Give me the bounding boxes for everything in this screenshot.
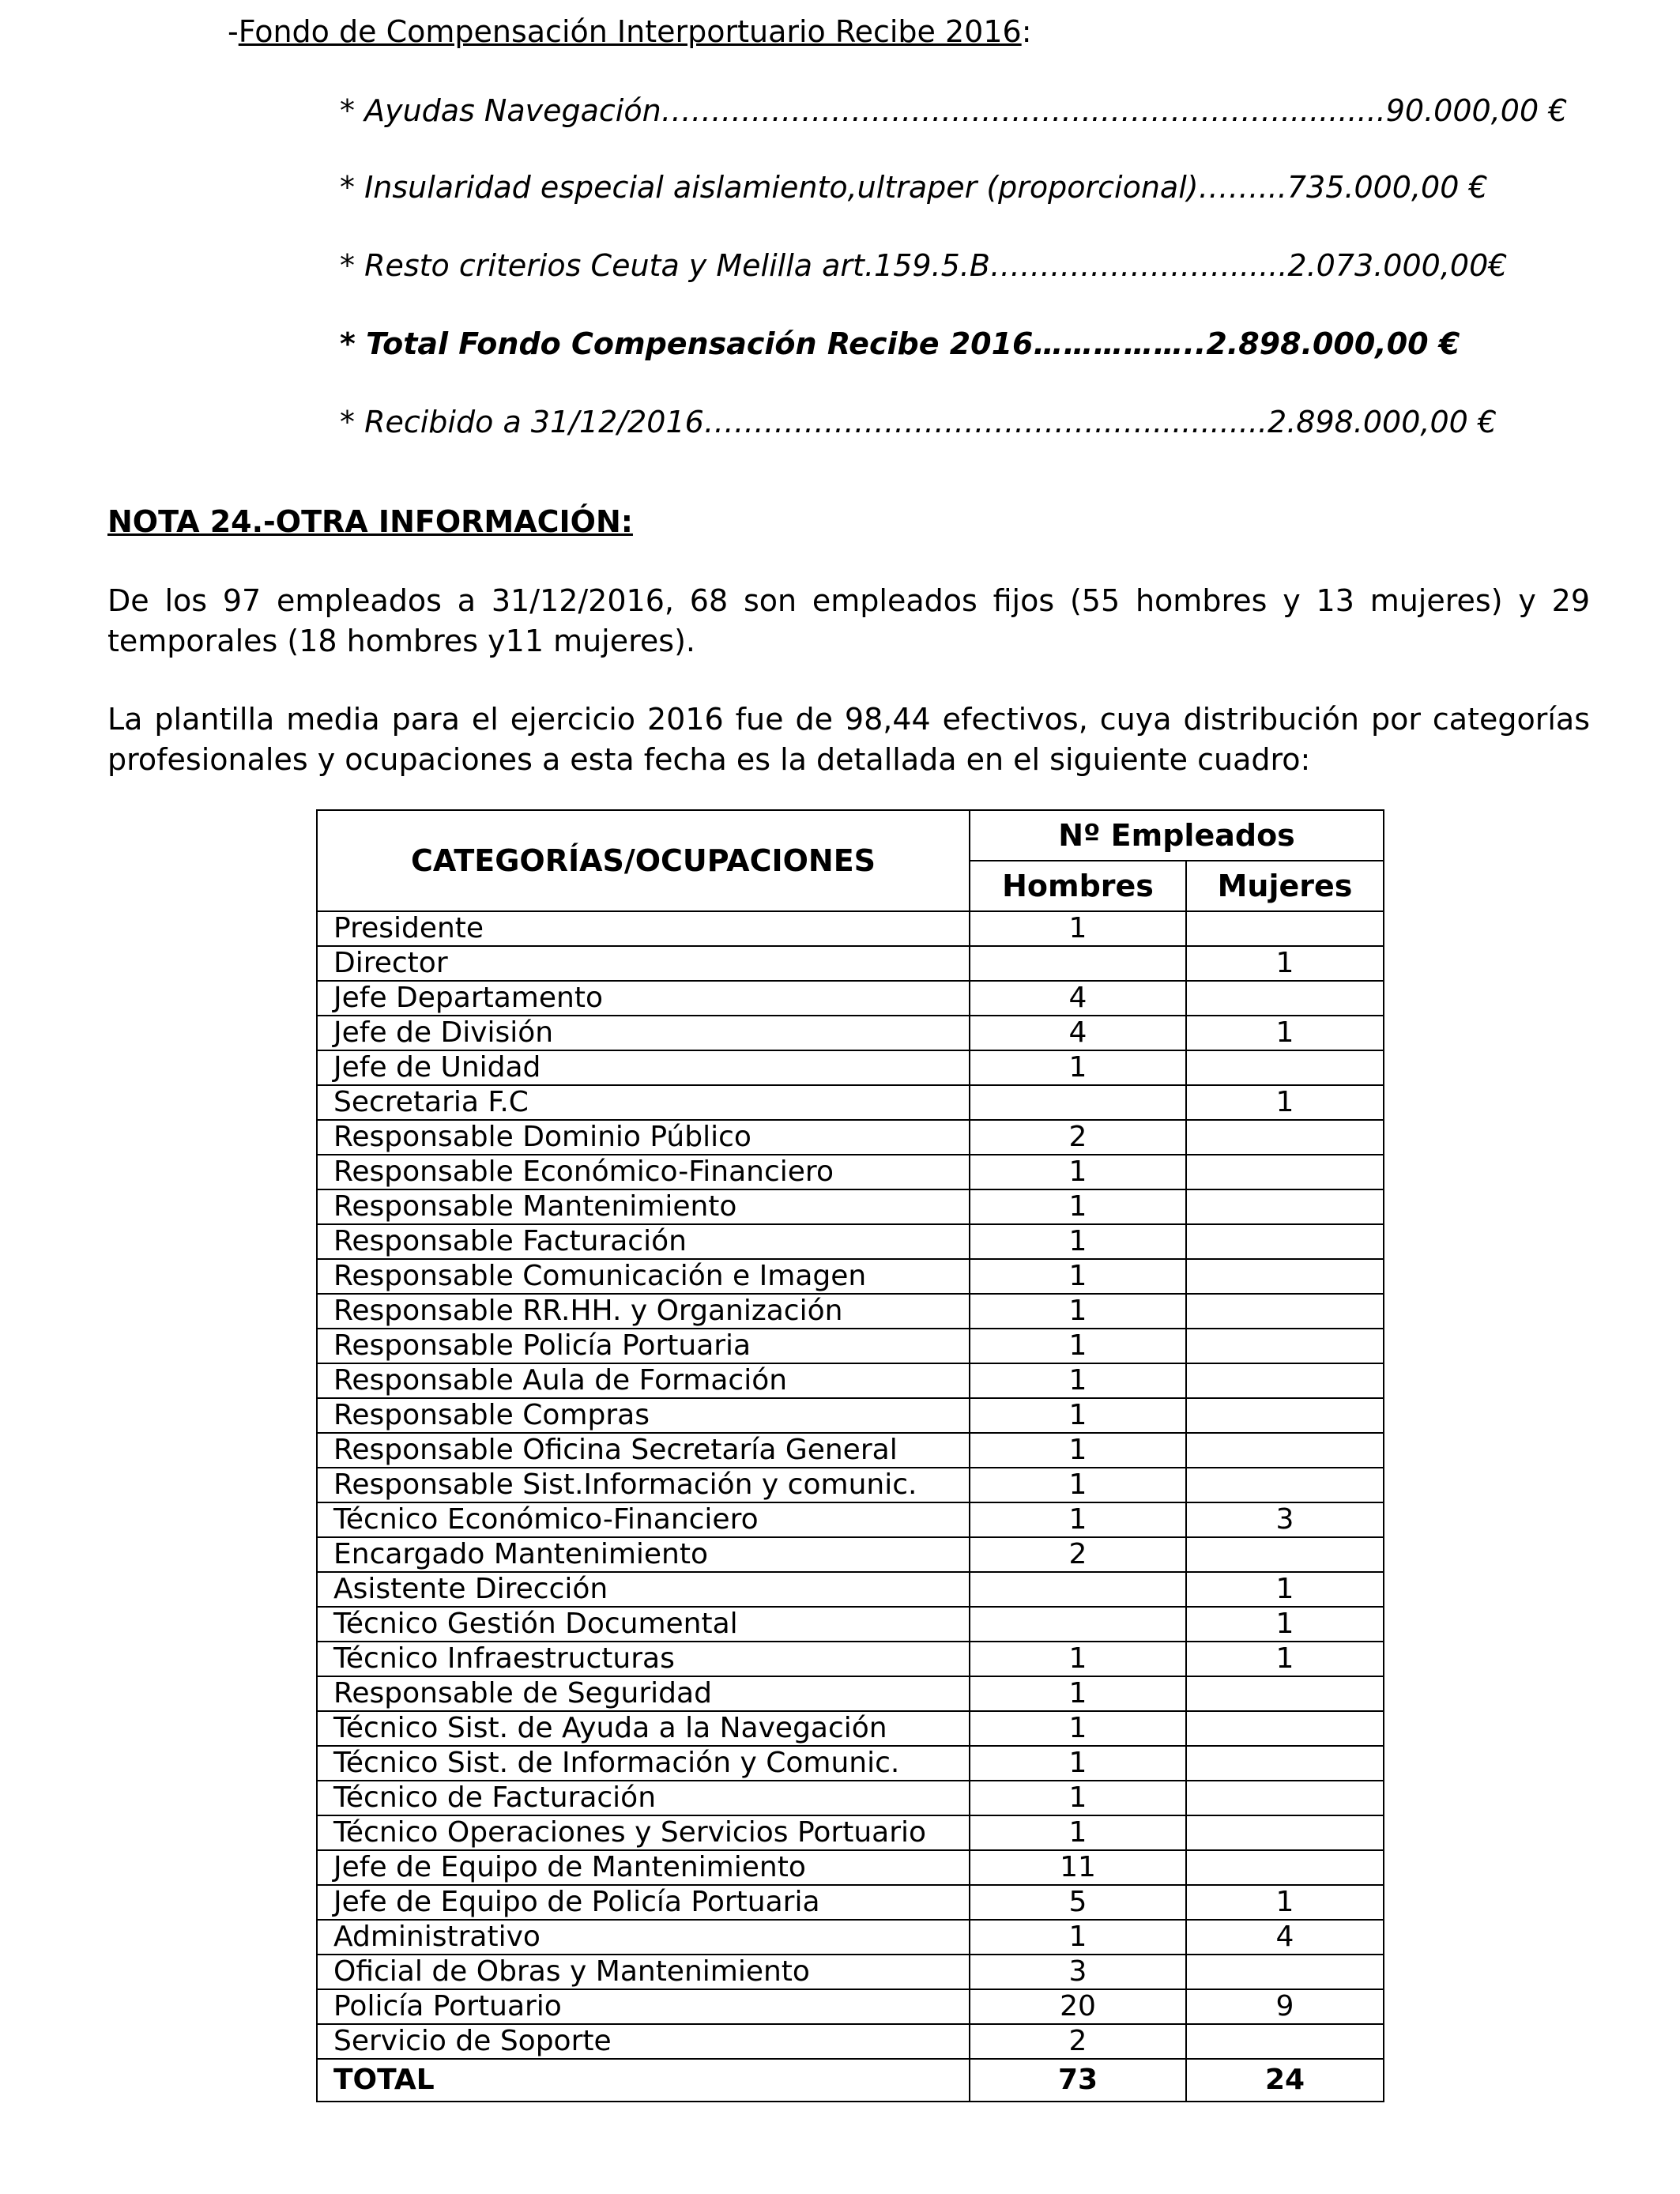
average-staff-paragraph: La plantilla media para el ejercicio 2016 fue de 98,44 efectivos, cuya distribución por categorías profesionales y ocupaciones a esta fecha es la detallada en el siguiente cuadro: [107, 702, 1590, 777]
table-row [317, 1433, 1384, 1468]
row-category: Policía Portuario [317, 1989, 970, 2024]
table-row [317, 1850, 1384, 1885]
row-men-count: 1 [970, 1433, 1186, 1468]
table-row [317, 1120, 1384, 1155]
row-women-count [1186, 1329, 1384, 1363]
row-women-count [1186, 911, 1384, 946]
row-women-count [1186, 1850, 1384, 1885]
header-category: CATEGORÍAS/OCUPACIONES [317, 810, 970, 911]
total-men: 73 [970, 2059, 1186, 2102]
row-men-count: 1 [970, 1746, 1186, 1781]
row-men-count: 1 [970, 1676, 1186, 1711]
row-women-count [1186, 1050, 1384, 1085]
row-men-count: 1 [970, 1398, 1186, 1433]
table-row [317, 981, 1384, 1016]
row-category: Responsable RR.HH. y Organización [317, 1294, 970, 1329]
table-row [317, 1642, 1384, 1676]
table-row [317, 1572, 1384, 1607]
row-women-count [1186, 1189, 1384, 1224]
row-men-count: 11 [970, 1850, 1186, 1885]
row-category: Encargado Mantenimiento [317, 1537, 970, 1572]
fund-line-insularidad: * Insularidad especial aislamiento,ultraper (proporcional)……...735.000,00 € [340, 170, 1488, 205]
row-women-count [1186, 1537, 1384, 1572]
row-men-count: 2 [970, 2024, 1186, 2059]
table-row [317, 1016, 1384, 1050]
row-men-count: 1 [970, 1224, 1186, 1259]
table-row [317, 1468, 1384, 1502]
row-women-count [1186, 1676, 1384, 1711]
table-row [317, 1398, 1384, 1433]
row-men-count: 3 [970, 1955, 1186, 1989]
row-women-count [1186, 2024, 1384, 2059]
table-row [317, 1781, 1384, 1815]
row-category: Administrativo [317, 1920, 970, 1955]
row-women-count [1186, 1363, 1384, 1398]
row-women-count [1186, 1398, 1384, 1433]
row-women-count [1186, 981, 1384, 1016]
table-row [317, 1989, 1384, 2024]
row-category: Presidente [317, 911, 970, 946]
table-row [317, 946, 1384, 981]
row-men-count: 1 [970, 1294, 1186, 1329]
row-women-count: 1 [1186, 1642, 1384, 1676]
fund-heading [228, 8, 1032, 55]
row-category: Técnico Gestión Documental [317, 1607, 970, 1642]
row-category: Jefe de Equipo de Policía Portuaria [317, 1885, 970, 1920]
table-row [317, 1537, 1384, 1572]
row-men-count: 1 [970, 1502, 1186, 1537]
row-category: Responsable Económico-Financiero [317, 1155, 970, 1189]
row-category: Responsable Policía Portuaria [317, 1329, 970, 1363]
row-women-count [1186, 1781, 1384, 1815]
row-category: Secretaria F.C [317, 1085, 970, 1120]
row-category: Jefe Departamento [317, 981, 970, 1016]
row-women-count: 1 [1186, 1885, 1384, 1920]
row-men-count: 1 [970, 1155, 1186, 1189]
staff-table [316, 809, 1384, 2102]
fund-line-ayudas-navegacion: * Ayudas Navegación……………………………………..………………...........90.000,00 € [340, 93, 1568, 128]
table-row [317, 1050, 1384, 1085]
fund-heading-colon: : [1021, 14, 1032, 49]
row-men-count: 1 [970, 1050, 1186, 1085]
row-men-count: 1 [970, 1329, 1186, 1363]
row-men-count [970, 1607, 1186, 1642]
total-row [317, 2059, 1384, 2102]
row-men-count: 1 [970, 1259, 1186, 1294]
total-women: 24 [1186, 2059, 1384, 2102]
row-men-count: 1 [970, 1815, 1186, 1850]
header-women: Mujeres [1186, 861, 1384, 911]
table-row [317, 1224, 1384, 1259]
fund-heading-dash: - [228, 14, 239, 49]
table-row [317, 1711, 1384, 1746]
row-women-count [1186, 1955, 1384, 1989]
table-row [317, 1815, 1384, 1850]
row-women-count [1186, 1433, 1384, 1468]
row-category: Servicio de Soporte [317, 2024, 970, 2059]
staff-table-body [317, 911, 1384, 2059]
row-men-count: 4 [970, 981, 1186, 1016]
row-men-count: 1 [970, 1781, 1186, 1815]
table-row [317, 2024, 1384, 2059]
row-women-count: 1 [1186, 1085, 1384, 1120]
header-men: Hombres [970, 861, 1186, 911]
row-men-count: 5 [970, 1885, 1186, 1920]
total-label: TOTAL [317, 2059, 970, 2102]
row-men-count [970, 1572, 1186, 1607]
row-category: Técnico Operaciones y Servicios Portuario [317, 1815, 970, 1850]
row-category: Técnico Infraestructuras [317, 1642, 970, 1676]
row-women-count [1186, 1468, 1384, 1502]
table-row [317, 1363, 1384, 1398]
row-category: Responsable Comunicación e Imagen [317, 1259, 970, 1294]
row-category: Responsable Sist.Información y comunic. [317, 1468, 970, 1502]
row-category: Jefe de Equipo de Mantenimiento [317, 1850, 970, 1885]
row-category: Responsable Oficina Secretaría General [317, 1433, 970, 1468]
table-row [317, 1676, 1384, 1711]
row-women-count [1186, 1224, 1384, 1259]
row-women-count [1186, 1120, 1384, 1155]
row-men-count: 1 [970, 911, 1186, 946]
header-employee-count: Nº Empleados [970, 810, 1384, 861]
fund-heading-text: Fondo de Compensación Interportuario Recibe 2016 [238, 14, 1022, 49]
row-men-count: 1 [970, 1711, 1186, 1746]
row-category: Responsable Facturación [317, 1224, 970, 1259]
table-row [317, 1259, 1384, 1294]
row-category: Asistente Dirección [317, 1572, 970, 1607]
row-men-count: 2 [970, 1120, 1186, 1155]
table-row [317, 1885, 1384, 1920]
table-row [317, 1155, 1384, 1189]
row-women-count [1186, 1746, 1384, 1781]
row-women-count: 1 [1186, 1607, 1384, 1642]
row-men-count: 1 [970, 1363, 1186, 1398]
row-category: Director [317, 946, 970, 981]
row-women-count [1186, 1815, 1384, 1850]
row-women-count: 1 [1186, 1572, 1384, 1607]
note-title: NOTA 24.-OTRA INFORMACIÓN: [107, 504, 633, 539]
fund-line-recibido: * Recibido a 31/12/2016…………………………………..….............2.898.000,00 € [340, 405, 1497, 439]
row-category: Jefe de División [317, 1016, 970, 1050]
row-women-count [1186, 1259, 1384, 1294]
table-row [317, 1189, 1384, 1224]
table-row [317, 1955, 1384, 1989]
row-women-count [1186, 1155, 1384, 1189]
table-row [317, 1746, 1384, 1781]
row-women-count [1186, 1294, 1384, 1329]
table-row [317, 1607, 1384, 1642]
fund-line-total: * Total Fondo Compensación Recibe 2016……………..2.898.000,00 € [340, 326, 1460, 361]
row-men-count: 1 [970, 1920, 1186, 1955]
row-women-count: 4 [1186, 1920, 1384, 1955]
row-men-count [970, 1085, 1186, 1120]
table-row [317, 1294, 1384, 1329]
row-category: Técnico Sist. de Información y Comunic. [317, 1746, 970, 1781]
row-category: Técnico de Facturación [317, 1781, 970, 1815]
row-women-count: 9 [1186, 1989, 1384, 2024]
row-women-count: 1 [1186, 1016, 1384, 1050]
row-men-count: 1 [970, 1642, 1186, 1676]
table-row [317, 1085, 1384, 1120]
row-women-count: 1 [1186, 946, 1384, 981]
table-row [317, 1329, 1384, 1363]
row-category: Responsable Mantenimiento [317, 1189, 970, 1224]
row-category: Oficial de Obras y Mantenimiento [317, 1955, 970, 1989]
row-men-count: 20 [970, 1989, 1186, 2024]
row-category: Responsable Aula de Formación [317, 1363, 970, 1398]
row-category: Responsable Dominio Público [317, 1120, 970, 1155]
row-category: Técnico Económico-Financiero [317, 1502, 970, 1537]
table-row [317, 1920, 1384, 1955]
row-men-count [970, 946, 1186, 981]
row-men-count: 1 [970, 1468, 1186, 1502]
row-category: Responsable Compras [317, 1398, 970, 1433]
row-category: Responsable de Seguridad [317, 1676, 970, 1711]
staff-paragraph: De los 97 empleados a 31/12/2016, 68 son empleados fijos (55 hombres y 13 mujeres) y 29 temporales (18 hombres y11 mujeres). [107, 583, 1590, 658]
row-women-count [1186, 1711, 1384, 1746]
fund-line-resto-criterios: * Resto criterios Ceuta y Melilla art.159.5.B……………………......2.073.000,00€ [340, 248, 1508, 283]
row-category: Jefe de Unidad [317, 1050, 970, 1085]
row-men-count: 1 [970, 1189, 1186, 1224]
row-men-count: 4 [970, 1016, 1186, 1050]
row-men-count: 2 [970, 1537, 1186, 1572]
row-category: Técnico Sist. de Ayuda a la Navegación [317, 1711, 970, 1746]
table-row [317, 911, 1384, 946]
row-women-count: 3 [1186, 1502, 1384, 1537]
table-row [317, 1502, 1384, 1537]
